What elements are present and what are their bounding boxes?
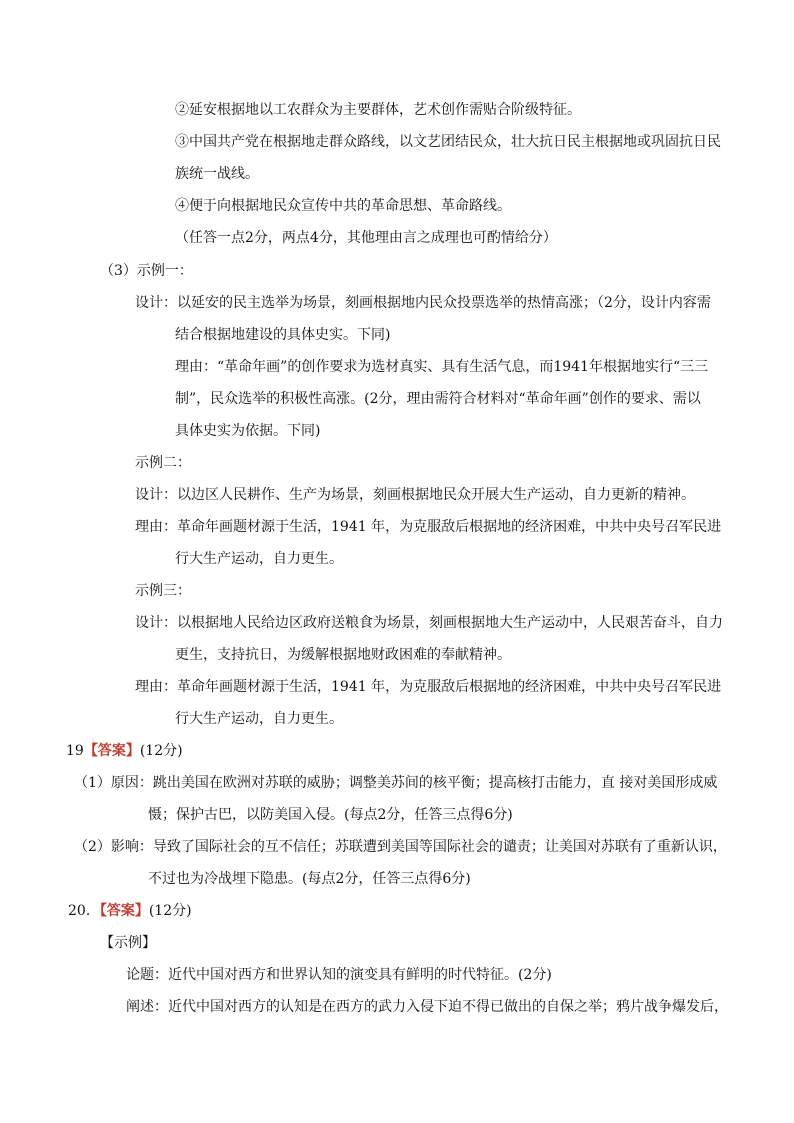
q19-score: (12分) bbox=[139, 743, 183, 759]
q18-p2-line-4: ④便于向根据地民众宣传中共的革命思想、革命路线。 bbox=[175, 198, 511, 214]
q18-p2-scoring: （任答一点2分，两点4分，其他理由言之成理也可酌情给分） bbox=[175, 230, 557, 246]
q19-header bbox=[66, 741, 183, 761]
ex1-reason-line-3: 具体史实为依据。下同) bbox=[175, 423, 321, 439]
q20-elaboration: 阐述：近代中国对西方的认知是在西方的武力入侵下迫不得已做出的自保之举；鸦片战争爆发后， bbox=[126, 999, 728, 1015]
ex3-design-line-2: 更生，支持抗日，为缓解根据地财政困难的奉献精神。 bbox=[175, 647, 511, 663]
ex2-heading: 示例二： bbox=[135, 455, 191, 471]
ex3-reason-line-1: 理由：革命年画题材源于生活，1941 年，为克服敌后根据地的经济困难，中共中央号召军民进 bbox=[135, 679, 722, 695]
q18-p2-line-2: ③中国共产党在根据地走群众路线，以文艺团结民众，壮大抗日民主根据地或巩固抗日民 bbox=[175, 134, 721, 150]
q20-answer-tag: 【答案】 bbox=[99, 903, 149, 919]
ex2-reason-line-2: 行大生产运动，自力更生。 bbox=[175, 551, 343, 567]
q20-thesis: 论题：近代中国对西方和世界认知的演变具有鲜明的时代特征。(2分) bbox=[126, 967, 552, 983]
q19-answer-tag: 【答案】 bbox=[83, 743, 140, 759]
ex3-design-line-1: 设计：以根据地人民给边区政府送粮食为场景，刻画根据地大生产运动中，人民艰苦奋斗，自力 bbox=[135, 615, 723, 631]
q20-example-label: 【示例】 bbox=[100, 935, 156, 951]
q19-p2-line-1: （2）影响：导致了国际社会的互不信任；苏联遭到美国等国际社会的谴责；让美国对苏联有了重新认识， bbox=[74, 839, 727, 855]
ex2-design: 设计：以边区人民耕作、生产为场景，刻画根据地民众开展大生产运动，自力更新的精神。 bbox=[135, 487, 695, 503]
q20-score: (12分) bbox=[148, 903, 192, 919]
q19-p1-line-1: （1）原因：跳出美国在欧洲对苏联的威胁；调整美苏间的核平衡；提高核打击能力，直 接对美国形成威 bbox=[74, 775, 718, 791]
ex1-design-line-2: 结合根据地建设的具体史实。下同) bbox=[175, 327, 391, 343]
ex1-reason-line-2: 制”，民众选举的积极性高涨。(2分，理由需符合材料对“革命年画”创作的要求、需以 bbox=[175, 391, 701, 407]
q18-p2-line-3: 族统一战线。 bbox=[175, 166, 259, 182]
q18-p3-heading: （3）示例一： bbox=[100, 263, 193, 279]
q19-p1-line-2: 慑；保护古巴，以防美国入侵。(每点2分，任答三点得6分) bbox=[148, 807, 513, 823]
q19-p2-line-2: 不过也为冷战埋下隐患。(每点2分，任答三点得6分) bbox=[148, 871, 471, 887]
q20-header bbox=[68, 901, 192, 921]
ex3-reason-line-2: 行大生产运动，自力更生。 bbox=[175, 711, 343, 727]
q19-number: 19 bbox=[66, 743, 84, 759]
ex1-reason-line-1: 理由：“革命年画”的创作要求为选材真实、具有生活气息，而1941年根据地实行“三三 bbox=[175, 359, 709, 375]
q20-number: 20． bbox=[68, 903, 100, 919]
ex2-reason-line-1: 理由：革命年画题材源于生活，1941 年，为克服敌后根据地的经济困难，中共中央号召军民进 bbox=[135, 519, 722, 535]
ex3-heading: 示例三： bbox=[135, 583, 191, 599]
ex1-design-line-1: 设计：以延安的民主选举为场景，刻画根据地内民众投票选举的热情高涨；（2分，设计内容需 bbox=[135, 295, 711, 311]
q18-p2-line-1: ②延安根据地以工农群众为主要群体，艺术创作需贴合阶级特征。 bbox=[175, 102, 581, 118]
